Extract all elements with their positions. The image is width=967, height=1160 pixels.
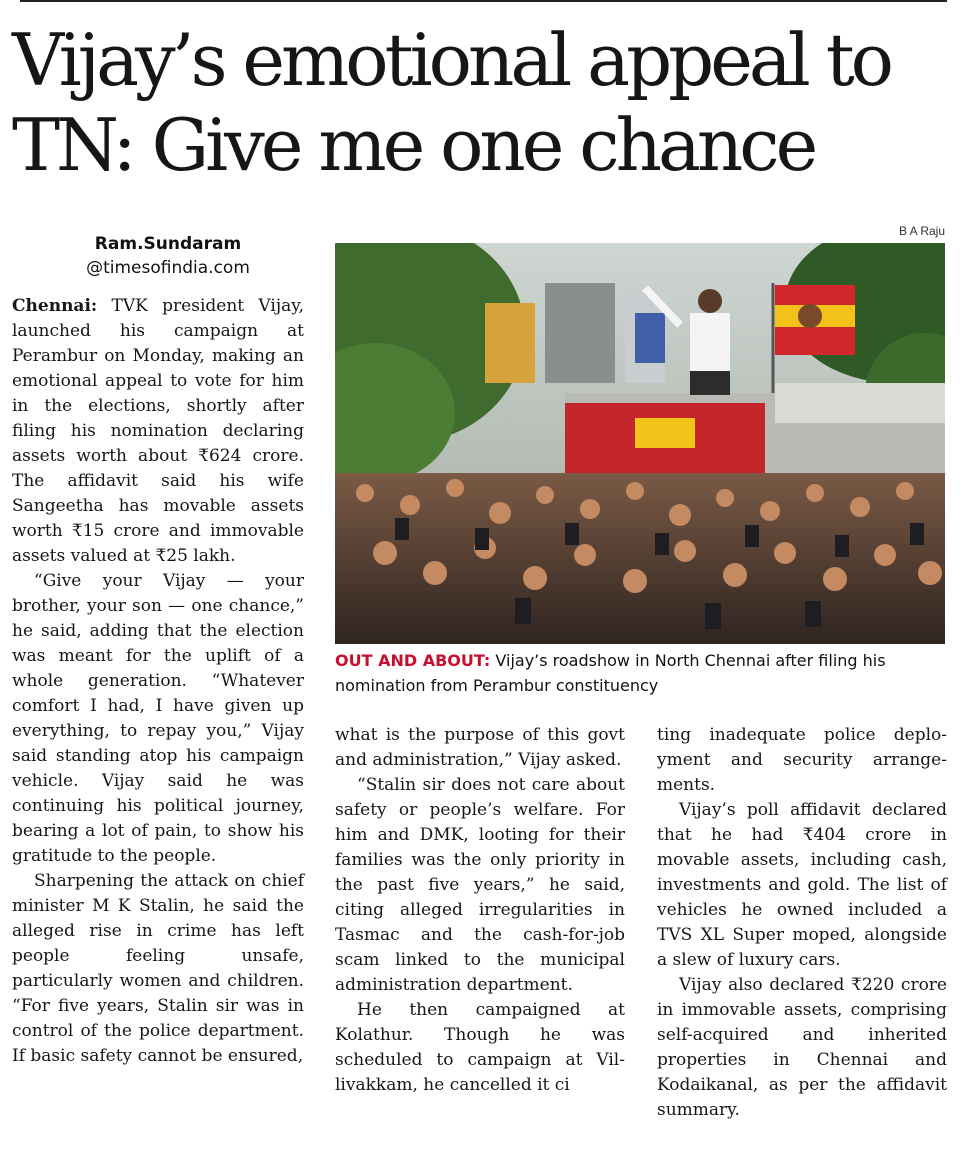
headline-line-2: TN: Give me one chance	[12, 103, 815, 187]
article-paragraph: Vijay also declared ₹220 crore in immovable assets, comprising self-acquired and inherited properties in Chennai and Kodaikanal, as per the affidavit summary.	[657, 975, 947, 1120]
article-paragraph: ting inadequate police deployment and security arrangements.	[657, 725, 947, 795]
article-paragraph: “Give your Vijay — your brother, your son — one chance,” he said, adding that the election was meant for the uplift of a whole generation. “Whatever comfort I had, I have given up everything, to repay you,” Vijay said standing atop his campaign vehicle. Vijay said he was continuing his political journey, bearing a lot of pain, to show his gratitude to the people.	[12, 571, 304, 866]
article-column-2	[335, 723, 625, 1098]
photo-caption	[335, 648, 950, 698]
article-paragraph: He then campaigned at Kolathur. Though he was scheduled to campaign at Villivakkam, he cancelled it ci	[335, 1000, 625, 1095]
article-paragraph: what is the purpose of this govt and administration,” Vijay asked.	[335, 725, 625, 770]
headline	[12, 18, 957, 188]
article-paragraph: Vijay’s poll affidavit declared that he had ₹404 crore in movable assets, including cash, investments and gold. The list of vehicles he owned included a TVS XL Super moped, alongside a slew of luxury cars.	[657, 800, 947, 970]
author-name: Ram.Sundaram	[94, 234, 242, 254]
roadshow-photo-illustration	[335, 243, 945, 644]
paragraph-text: TVK president Vijay, launched his campaign at Perambur on Monday, making an emotional appeal to vote for him in the elections, shortly after filing his nomination declaring assets worth about ₹624 crore. The affidavit said his wife Sangeetha has movable assets worth ₹15 crore and immovable assets valued at ₹25 lakh.	[12, 296, 304, 566]
article-column-3	[657, 723, 947, 1123]
article-paragraph	[12, 294, 304, 569]
article-paragraph: Sharpening the attack on chief minister M K Stalin, he said the alleged rise in crime has left people feeling unsafe, particularly women and children. “For five years, Stalin sir was in control of the police department. If basic safety cannot be ensured,	[12, 871, 304, 1066]
photo-credit: B A Raju	[898, 224, 945, 238]
article-paragraph: “Stalin sir does not care about safety or people’s welfare. For him and DMK, looting for their families was the only priority in the past five years,” he said, citing alleged irregularities in Tasmac and the cash-for-job scam linked to the municipal administration department.	[335, 775, 625, 995]
roadshow-photo	[335, 243, 945, 644]
top-rule	[20, 0, 947, 2]
byline	[18, 232, 318, 280]
caption-label: OUT AND ABOUT:	[335, 651, 491, 670]
caption-text: Vijay’s roadshow in North Chennai after filing his nomination from Perambur constituency	[335, 651, 886, 695]
dateline: Chennai:	[12, 296, 98, 316]
author-handle: @timesofindia.com	[86, 258, 250, 278]
headline-line-1: Vijay’s emotional appeal to	[12, 18, 890, 102]
article-column-1	[12, 294, 304, 1069]
